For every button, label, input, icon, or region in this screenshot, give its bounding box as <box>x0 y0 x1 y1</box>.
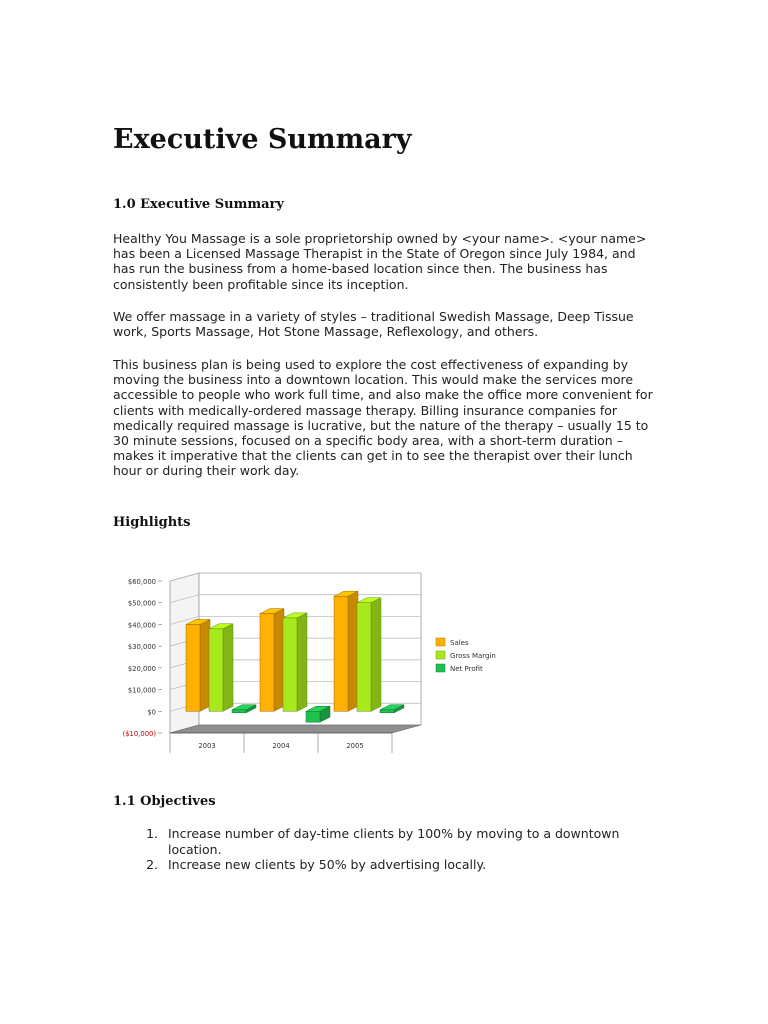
chart-y-tick-label: $50,000 <box>127 599 156 608</box>
chart-bar <box>260 609 284 712</box>
chart-legend <box>436 638 496 673</box>
section-heading-highlights: Highlights <box>113 515 191 530</box>
paragraph-business-plan: This business plan is being used to explore the cost effectiveness of expanding by moving the business into a downtown location. This would make the services more accessible to people who work full time, and also make the office more convenient for clients with medically-ordered massage therapy. Billing insurance companies for medically required massage is lucrative, but the nature of the therapy – usually 15 to 30 minute sessions, focused on a specific body area, with a short-term duration – makes it imperative that the clients can get in to see the therapist over their lunch hour or during their work day. <box>113 357 653 479</box>
chart-legend-label: Sales <box>450 639 469 647</box>
section-heading-objectives: 1.1 Objectives <box>113 794 216 809</box>
chart-floor <box>170 725 421 733</box>
chart-y-tick-label: $40,000 <box>127 621 156 630</box>
chart-y-tick-label: $10,000 <box>127 686 156 695</box>
chart-y-tick-label: $20,000 <box>127 664 156 673</box>
list-item-number: 2. <box>146 857 158 873</box>
chart-bar <box>283 613 307 711</box>
chart-y-tick-label: $60,000 <box>127 578 156 586</box>
highlights-chart <box>114 571 524 757</box>
list-item-number: 1. <box>146 826 158 841</box>
chart-y-tick-label: $30,000 <box>127 643 156 652</box>
list-item <box>113 857 633 873</box>
chart-legend-swatch <box>436 638 445 646</box>
chart-x-tick-label: 2003 <box>198 742 216 750</box>
chart-legend-label: Gross Margin <box>450 652 496 660</box>
chart-x-axis <box>170 733 392 753</box>
chart-y-axis <box>123 578 162 738</box>
chart-y-tick-label: $0 <box>147 708 156 717</box>
chart-x-tick-label: 2004 <box>272 742 290 750</box>
list-item-text: Increase number of day-time clients by 100% by moving to a downtown location. <box>168 826 620 857</box>
page-title: Executive Summary <box>113 124 412 155</box>
chart-x-tick-label: 2005 <box>346 742 364 750</box>
chart-bar <box>334 591 358 711</box>
chart-legend-swatch <box>436 664 445 672</box>
paragraph-services: We offer massage in a variety of styles – traditional Swedish Massage, Deep Tissue work, Sports Massage, Hot Stone Massage, Reflexology, and others. <box>113 309 634 340</box>
list-item-text: Increase new clients by 50% by advertising locally. <box>168 857 487 873</box>
paragraph-intro: Healthy You Massage is a sole proprietorship owned by <your name>. <your name> has been a Licensed Massage Therapist in the State of Oregon since July 1984, and has run the business from a home-based location since then. The business has consistently been profitable since its inception. <box>113 231 647 292</box>
chart-bar <box>186 619 210 711</box>
chart-legend-swatch <box>436 651 445 659</box>
objectives-list <box>113 826 633 873</box>
chart-bar <box>357 598 381 712</box>
section-heading-executive-summary: 1.0 Executive Summary <box>113 197 284 212</box>
chart-legend-label: Net Profit <box>450 665 483 673</box>
list-item <box>113 826 633 857</box>
chart-bar <box>209 624 233 712</box>
chart-y-tick-label: ($10,000) <box>122 730 156 738</box>
